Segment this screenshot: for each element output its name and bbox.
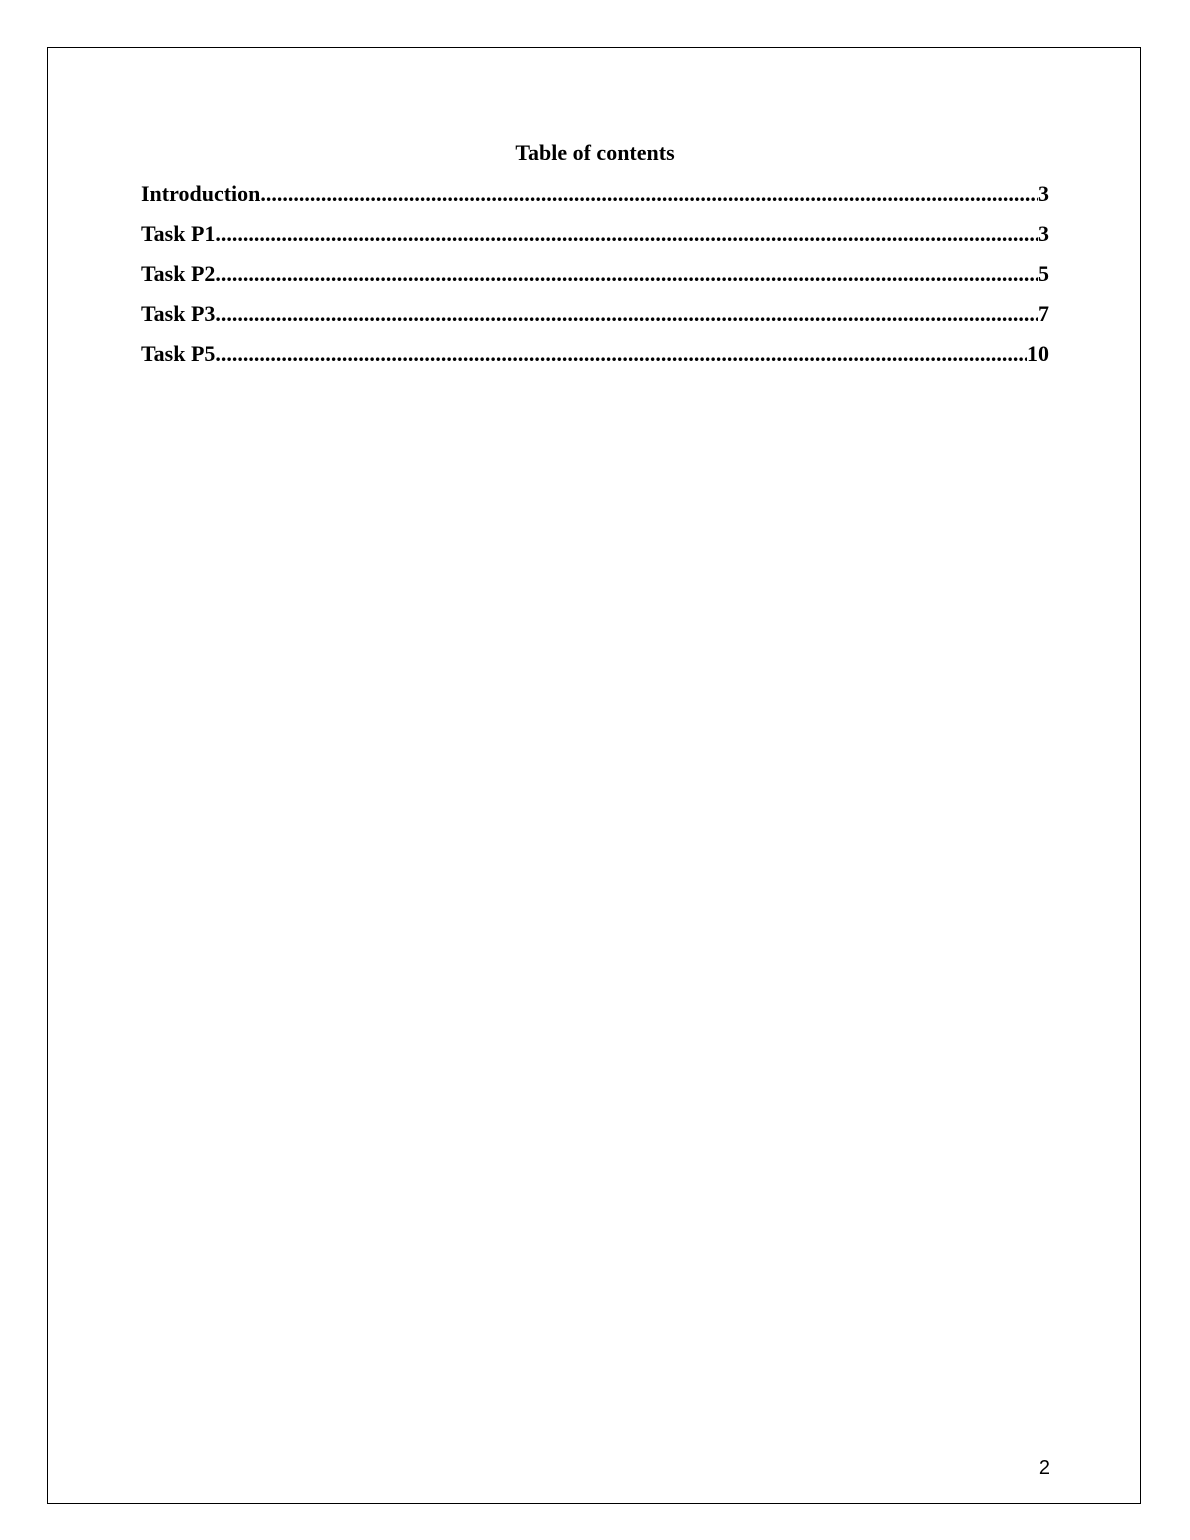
toc-entry-page: 10 — [1027, 341, 1049, 366]
toc-entry-page: 7 — [1038, 301, 1049, 326]
dot-leader — [215, 300, 1038, 328]
toc-entry-label: Task P5 — [141, 341, 216, 366]
toc-entry-label: Task P2 — [141, 261, 216, 286]
table-of-contents — [141, 180, 1049, 380]
toc-entry-task-p3[interactable] — [141, 300, 1049, 340]
dot-leader — [215, 220, 1038, 248]
page-number: 2 — [1038, 1457, 1050, 1479]
toc-entry-task-p2[interactable] — [141, 260, 1049, 300]
dot-leader — [260, 180, 1038, 208]
dot-leader — [215, 260, 1038, 288]
toc-entry-task-p1[interactable] — [141, 220, 1049, 260]
toc-entry-label: Introduction — [141, 181, 261, 206]
toc-entry-label: Task P1 — [141, 221, 216, 246]
toc-entry-page: 5 — [1038, 261, 1049, 286]
toc-title: Table of contents — [515, 140, 675, 165]
toc-entry-label: Task P3 — [141, 301, 216, 326]
toc-entry-introduction[interactable] — [141, 180, 1049, 220]
toc-entry-page: 3 — [1038, 221, 1049, 246]
toc-entry-task-p5[interactable] — [141, 340, 1049, 380]
toc-entry-page: 3 — [1038, 181, 1049, 206]
dot-leader — [215, 340, 1027, 368]
